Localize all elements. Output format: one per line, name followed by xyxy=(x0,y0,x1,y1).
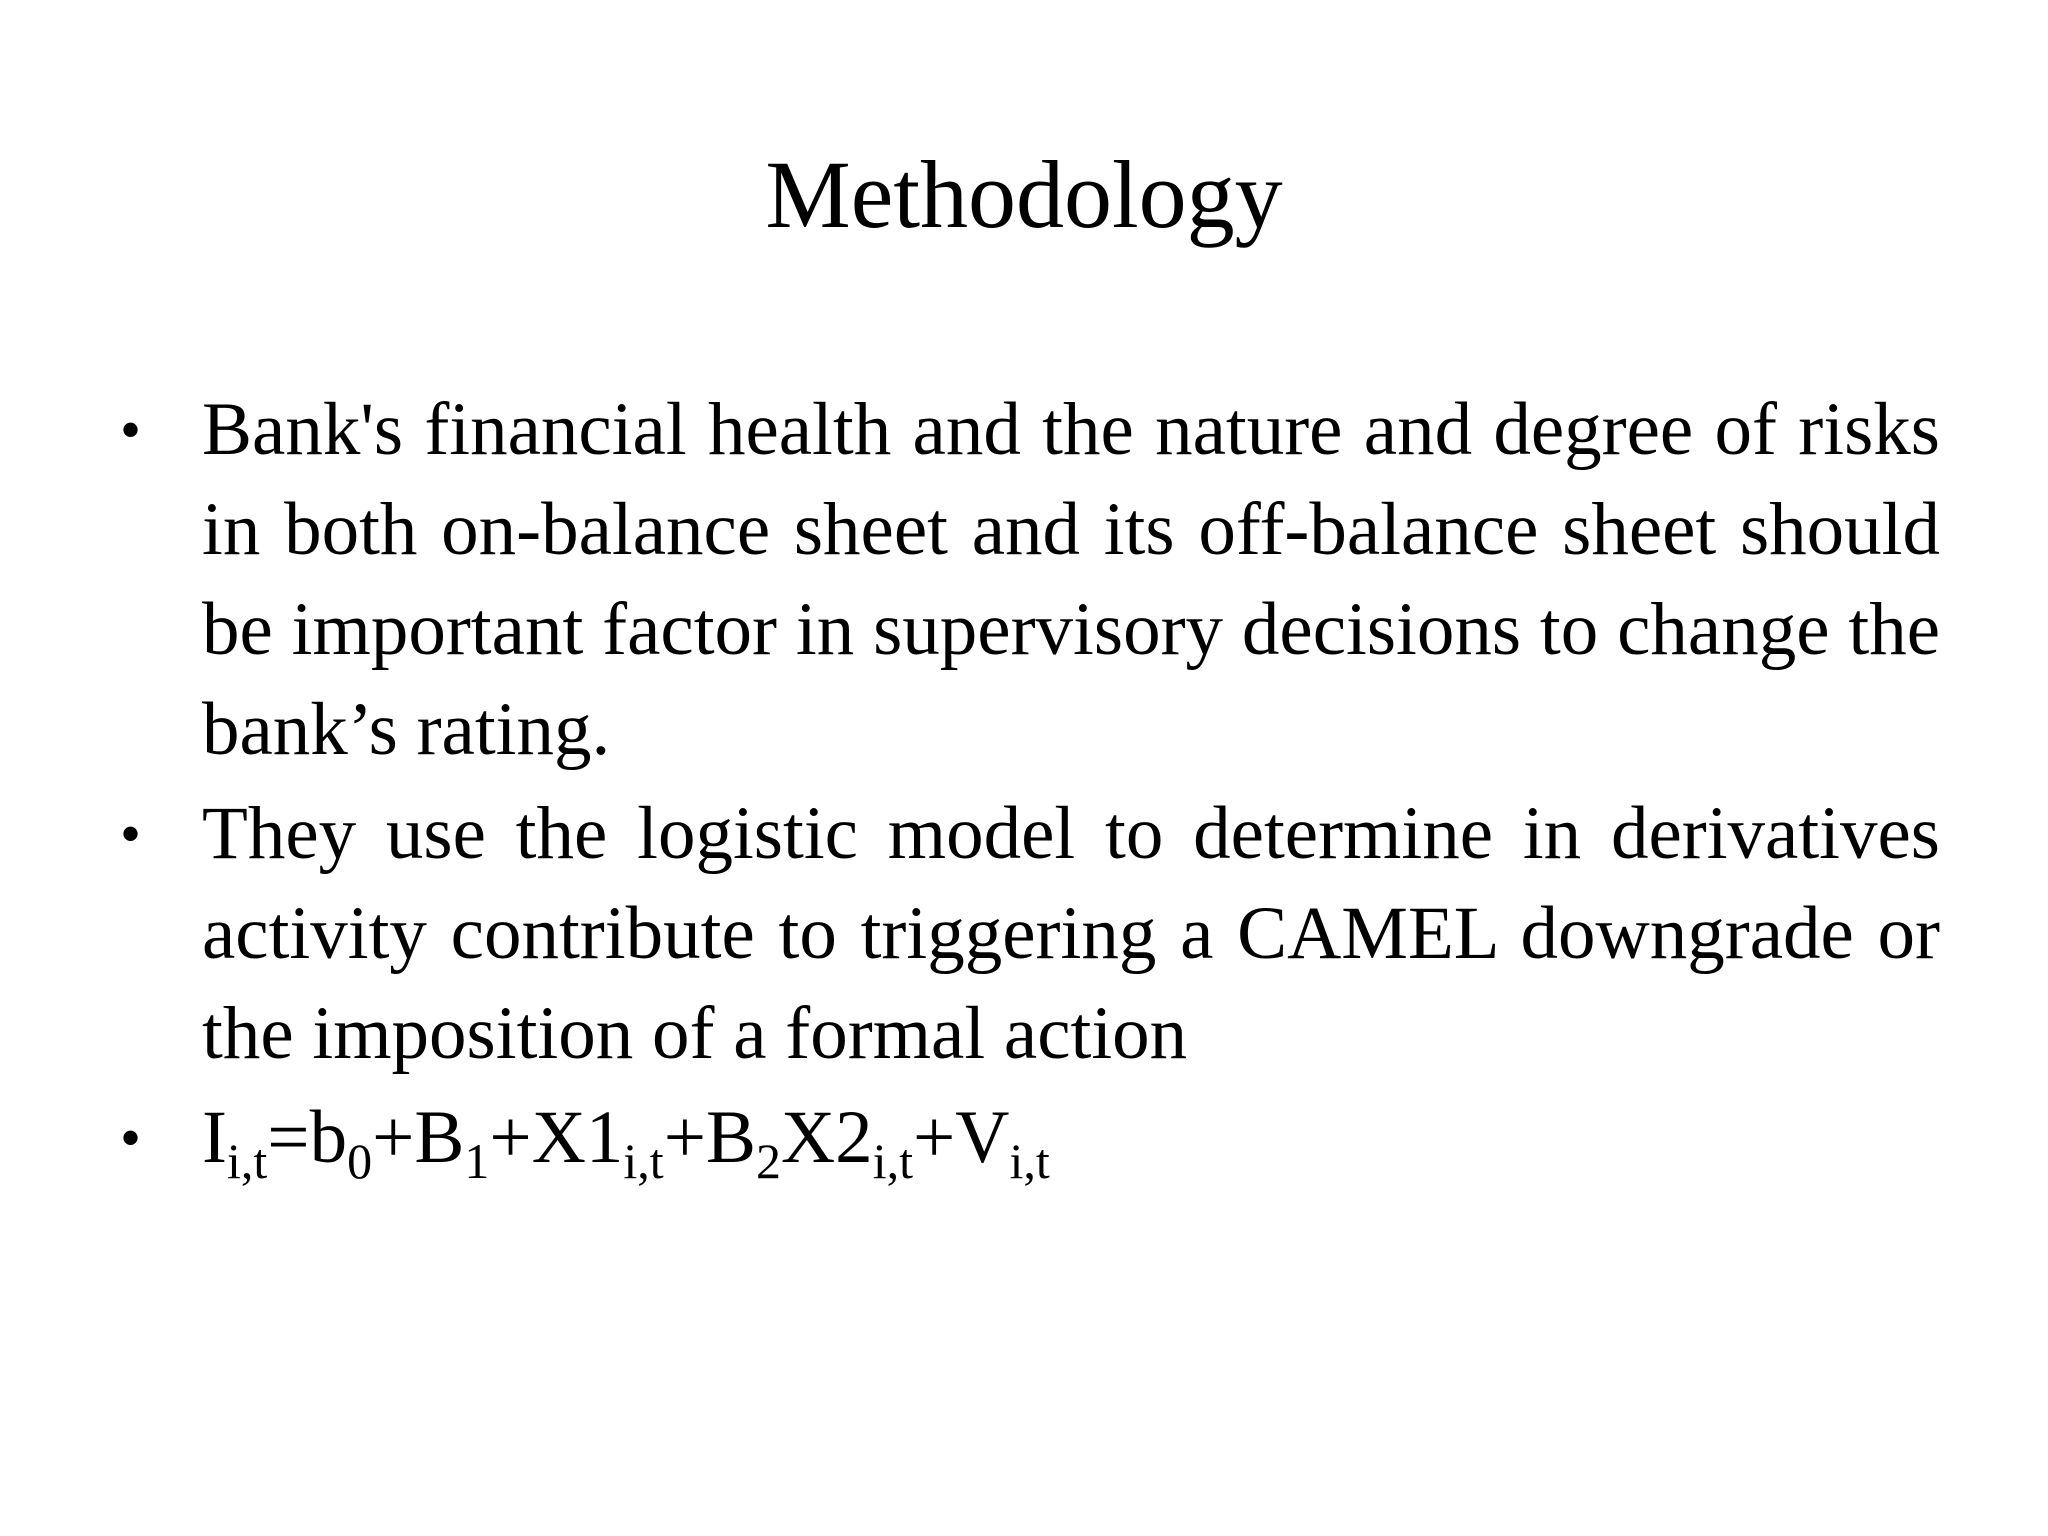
formula-term-subscript: i,t xyxy=(1009,1133,1050,1189)
slide-title: Methodology xyxy=(765,141,1283,248)
regression-formula xyxy=(202,1088,1940,1188)
formula-term-subscript: 0 xyxy=(347,1133,373,1189)
formula-term-subscript: 2 xyxy=(756,1133,782,1189)
formula-term-base: +B xyxy=(663,1096,757,1179)
bullet-list xyxy=(120,380,1940,1188)
formula-term-base: I xyxy=(202,1096,227,1179)
formula-term-subscript: i,t xyxy=(872,1133,913,1189)
formula-term-base: =b xyxy=(267,1096,348,1179)
formula-term-subscript: i,t xyxy=(226,1133,268,1189)
bullet-item xyxy=(120,380,1940,780)
bullet-item xyxy=(120,784,1940,1084)
bullet-text: They use the logistic model to determine in derivatives activity contribute to triggering a CAMEL downgrade or the imposition of a formal action xyxy=(202,792,1940,1075)
formula-term-base: X2 xyxy=(781,1096,873,1179)
bullet-icon: • xyxy=(120,397,142,463)
bullet-item-formula xyxy=(120,1088,1940,1188)
formula-term-subscript: 1 xyxy=(464,1133,490,1189)
bullet-icon: • xyxy=(120,801,142,867)
formula-term-base: +B xyxy=(372,1096,465,1179)
formula-term-subscript: i,t xyxy=(623,1133,664,1189)
formula-term-base: +V xyxy=(912,1096,1010,1179)
bullet-text: Bank's financial health and the nature and degree of risks in both on-balance sheet and its off-balance sheet should be important factor in supervisory decisions to change the bank’s rating. xyxy=(202,388,1940,771)
formula-term-base: +X1 xyxy=(489,1096,624,1179)
bullet-icon: • xyxy=(120,1105,142,1171)
